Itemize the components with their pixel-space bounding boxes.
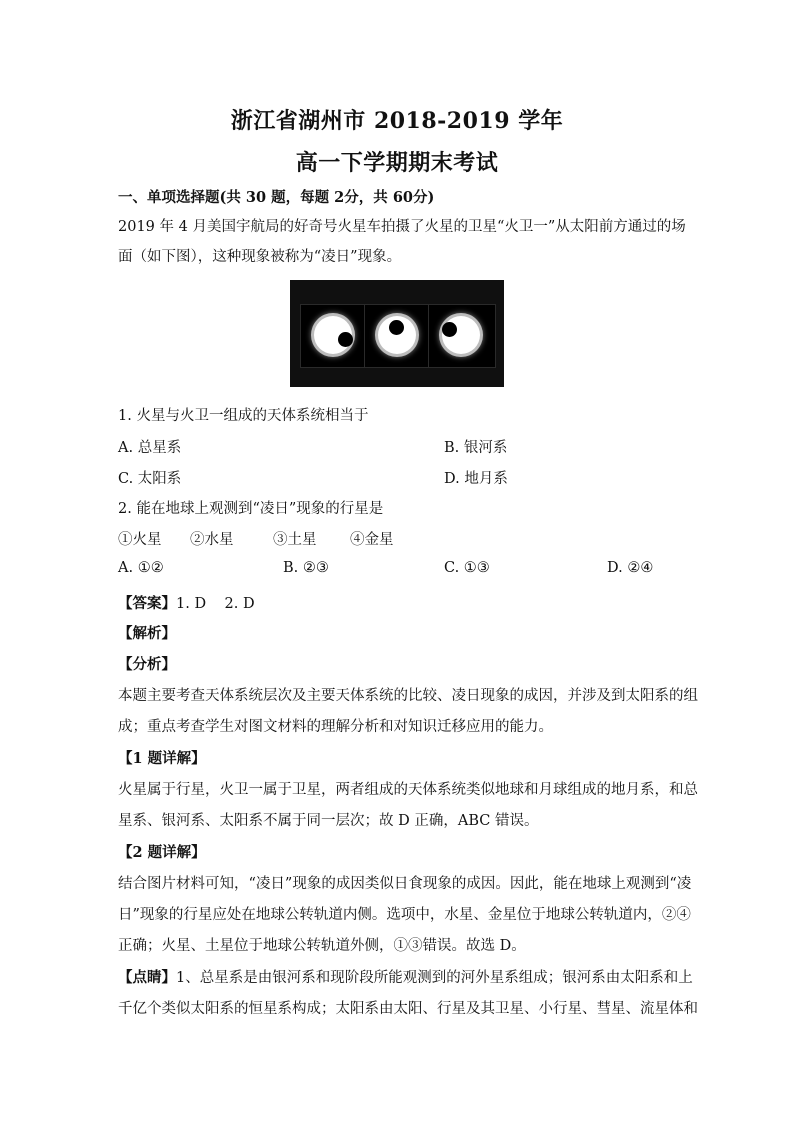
- transit-frame-2: [364, 304, 432, 368]
- q1-option-a: A. 总星系: [118, 440, 182, 456]
- q2-option-c: C. ①③: [444, 560, 490, 576]
- fenxi-line-1: 本题主要考查天体系统层次及主要天体系统的比较、凌日现象的成因，并涉及到太阳系的组: [118, 688, 698, 704]
- mars-transit-photo: [290, 280, 504, 387]
- q2-stem: 2. 能在地球上观测到“凌日”现象的行星是: [118, 501, 384, 517]
- detail-2-label: 【2 题详解】: [118, 844, 206, 861]
- q2-choice-3: ③土星: [273, 532, 317, 548]
- jiexi-label: 【解析】: [118, 625, 176, 642]
- detail-1-label: 【1 题详解】: [118, 750, 206, 767]
- q1-option-d: D. 地月系: [444, 471, 508, 487]
- answer-text: 1. D 2. D: [176, 596, 255, 612]
- dianjing-text-1: 1、总星系是由银河系和现阶段所能观测到的河外星系组成；银河系由太阳系和上: [176, 970, 693, 986]
- answer-label: 【答案】: [118, 595, 176, 612]
- q2-option-b: B. ②③: [283, 560, 329, 576]
- detail-1-line-1: 火星属于行星，火卫一属于卫星，两者组成的天体系统类似地球和月球组成的地月系，和总: [118, 782, 698, 798]
- phobos-shadow-icon: [389, 320, 404, 335]
- phobos-shadow-icon: [338, 332, 353, 347]
- transit-frame-3: [428, 304, 496, 368]
- section-heading: 一、单项选择题(共 30 题，每题 2分，共 60分): [118, 189, 435, 206]
- q2-option-d: D. ②④: [607, 560, 654, 576]
- detail-1-line-2: 星系、银河系、太阳系不属于同一层次；故 D 正确，ABC 错误。: [118, 813, 539, 829]
- q1-option-c: C. 太阳系: [118, 471, 182, 487]
- fenxi-label: 【分析】: [118, 656, 176, 673]
- detail-2-line-3: 正确；火星、土星位于地球公转轨道外侧，①③错误。故选 D。: [118, 938, 526, 954]
- dianjing-label: 【点睛】: [118, 969, 176, 986]
- dianjing-line-2: 千亿个类似太阳系的恒星系构成；太阳系由太阳、行星及其卫星、小行星、彗星、流星体和: [118, 1001, 698, 1017]
- phobos-shadow-icon: [442, 322, 457, 337]
- q1-stem: 1. 火星与火卫一组成的天体系统相当于: [118, 408, 369, 424]
- detail-2-line-1: 结合图片材料可知，“凌日”现象的成因类似日食现象的成因。因此，能在地球上观测到“凌: [118, 876, 692, 892]
- q2-option-a: A. ①②: [118, 560, 164, 576]
- sun-disc-icon: [442, 316, 480, 354]
- q2-choice-2: ②水星: [190, 532, 234, 548]
- q2-choice-1: ①火星: [118, 532, 162, 548]
- page-title-line1: 浙江省湖州市 2018-2019 学年: [230, 108, 564, 134]
- q1-option-b: B. 银河系: [444, 440, 508, 456]
- transit-frame-1: [300, 304, 368, 368]
- sun-disc-icon: [378, 316, 416, 354]
- page-title-line2: 高一下学期期末考试: [295, 150, 499, 176]
- fenxi-line-2: 成；重点考查学生对图文材料的理解分析和对知识迁移应用的能力。: [118, 719, 553, 735]
- answer-line: [118, 592, 255, 613]
- intro-line-1: 2019 年 4 月美国宇航局的好奇号火星车拍摄了火星的卫星“火卫一”从太阳前方通过的场: [118, 219, 686, 235]
- q2-choice-4: ④金星: [350, 532, 394, 548]
- dianjing-line-1: [118, 966, 693, 987]
- detail-2-line-2: 日”现象的行星应处在地球公转轨道内侧。选项中，水星、金星位于地球公转轨道内，②④: [118, 907, 691, 923]
- intro-line-2: 面（如下图），这种现象被称为“凌日”现象。: [118, 249, 402, 265]
- sun-disc-icon: [314, 316, 352, 354]
